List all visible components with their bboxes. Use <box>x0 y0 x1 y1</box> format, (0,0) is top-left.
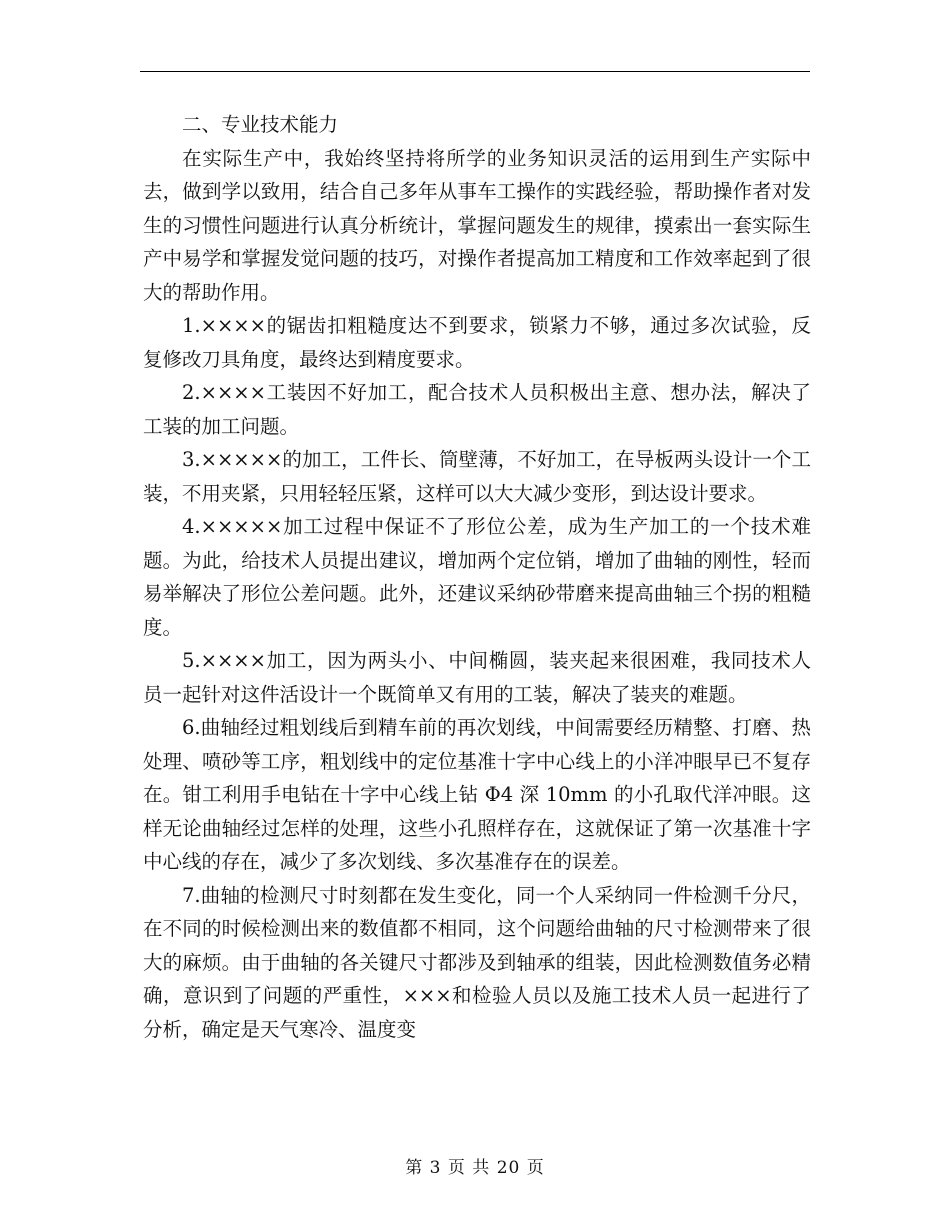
paragraph-intro: 在实际生产中，我始终坚持将所学的业务知识灵活的运用到生产实际中去，做到学以致用，结合自己多年从事车工操作的实践经验，帮助操作者对发生的习惯性问题进行认真分析统计，掌握问题发生的规律，摸索出一套实际生产中易学和掌握发觉问题的技巧，对操作者提高加工精度和工作效率起到了很大的帮助作用。 <box>143 146 811 304</box>
paragraph-item-1: 1.××××的锯齿扣粗糙度达不到要求，锁紧力不够，通过多次试验，反复修改刀具角度，最终达到精度要求。 <box>143 314 811 371</box>
header-rule <box>140 71 810 72</box>
paragraph-item-3: 3.×××××的加工，工件长、筒壁薄，不好加工，在导板两头设计一个工装，不用夹紧，只用轻轻压紧，这样可以大大减少变形，到达设计要求。 <box>143 448 811 505</box>
paragraph-item-2: 2.××××工装因不好加工，配合技术人员积极出主意、想办法，解决了工装的加工问题。 <box>143 381 811 438</box>
paragraph-item-6: 6.曲轴经过粗划线后到精车前的再次划线，中间需要经历精整、打磨、热处理、喷砂等工序，粗划线中的定位基准十字中心线上的小洋冲眼早已不复存在。钳工利用手电钻在十字中心线上钻 Φ4 深 10mm 的小孔取代洋冲眼。这样无论曲轴经过怎样的处理，这些小孔照样存在，这就保证了第一次基准十字中心线的存在，减少了多次划线、多次基准存在的误差。 <box>143 716 811 873</box>
page-number-footer: 第 3 页 共 20 页 <box>405 1158 545 1178</box>
paragraph-item-7: 7.曲轴的检测尺寸时刻都在发生变化，同一个人采纳同一件检测千分尺，在不同的时候检测出来的数值都不相同，这个问题给曲轴的尺寸检测带来了很大的麻烦。由于曲轴的各关键尺寸都涉及到轴承的组装，因此检测数值务必精确，意识到了问题的严重性，×××和检验人员以及施工技术人员一起进行了分析，确定是天气寒冷、温度变 <box>143 883 811 1041</box>
section-heading: 二、专业技术能力 <box>182 113 339 136</box>
document-body <box>143 108 811 1046</box>
paragraph-item-4: 4.×××××加工过程中保证不了形位公差，成为生产加工的一个技术难题。为此，给技术人员提出建议，增加两个定位销，增加了曲轴的刚性，轻而易举解决了形位公差问题。此外，还建议采纳砂带磨来提高曲轴三个拐的粗糙度。 <box>143 515 811 639</box>
paragraph-item-5: 5.××××加工，因为两头小、中间椭圆，装夹起来很困难，我同技术人员一起针对这件活设计一个既简单又有用的工装，解决了装夹的难题。 <box>143 649 811 706</box>
